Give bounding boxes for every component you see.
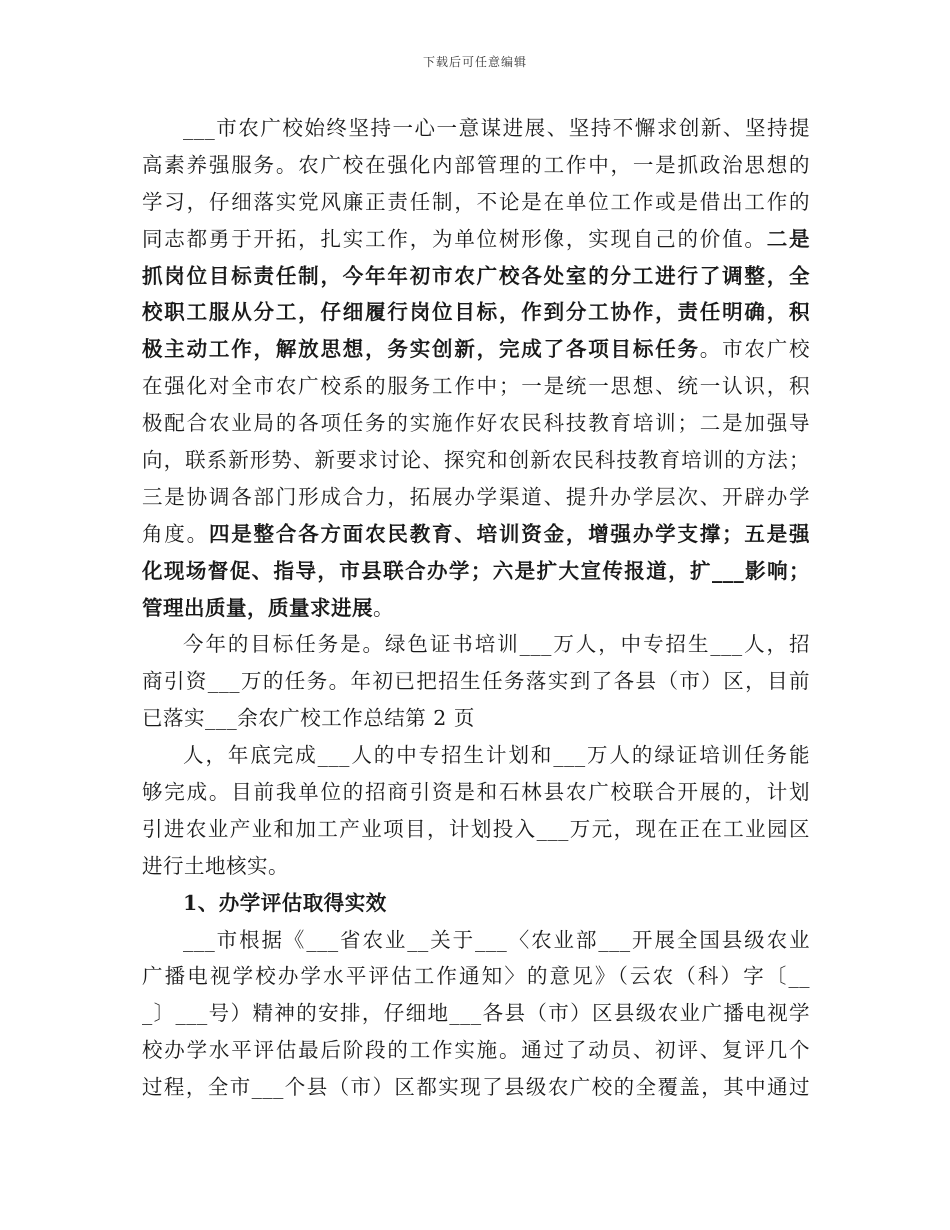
text-line [142,479,810,516]
text-line [142,1069,810,1106]
text-line [142,995,810,1032]
text-segment: 进行土地核实。 [142,853,289,878]
text-segment: 已落实___余农广校工作总结第 2 页 [142,706,475,731]
text-segment: 向，联系新形势、新要求讨论、探究和创新农民科技教育培训的方法； [142,448,810,473]
text-segment: 人，年底完成___人的中专招生计划和___万人的绿证培训任务能 [183,743,810,768]
text-line [142,184,810,221]
text-line [142,848,810,885]
text-segment: 三是协调各部门形成合力，拓展办学渠道、提升办学层次、开辟办学 [142,484,810,509]
text-line [142,590,810,627]
text-line [142,147,810,184]
text-line [142,553,810,590]
text-segment: 。市农广校 [699,337,811,362]
text-segment: 够完成。目前我单位的招商引资是和石林县农广校联合开展的，计划 [142,780,810,805]
text-line [142,922,810,959]
text-line [142,331,810,368]
text-line [142,700,810,737]
document-body [142,110,810,1106]
text-line [142,258,810,295]
page-header: 下载后可任意编辑 [422,55,527,69]
bold-text-segment: 抓岗位目标责任制，今年年初市农广校各处室的分工进行了调整，全 [142,263,810,288]
text-segment: 同志都勇于开拓，扎实工作，为单位树形像，实现自己的价值。 [142,226,767,251]
text-segment: 商引资___万的任务。年初已把招生任务落实到了各县（市）区，目前 [142,669,810,694]
bold-text-segment: 校职工服从分工，仔细履行岗位目标，作到分工协作，责任明确，积 [142,300,810,325]
text-segment: 校办学水平评估最后阶段的工作实施。通过了动员、初评、复评几个 [142,1038,810,1063]
text-segment: ___市根据《___省农业__关于___〈农业部___开展全国县级农业 [183,927,810,952]
text-line [142,663,810,700]
text-segment: ___市农广校始终坚持一心一意谋进展、坚持不懈求创新、坚持提 [183,116,810,140]
bold-text-segment: 管理出质量，质量求进展 [142,595,373,620]
text-line [142,221,810,258]
bold-text-segment: 二是 [766,226,811,251]
text-line [142,516,810,553]
text-segment: 广播电视学校办学水平评估工作通知〉的意见》（云农（科）字〔__ [142,964,810,989]
text-segment: 过程，全市___个县（市）区都实现了县级农广校的全覆盖，其中通过 [142,1075,810,1100]
text-segment: 角度。 [142,521,209,546]
text-segment: _〕___号）精神的安排，仔细地___各县（市）区县级农业广播电视学 [142,1001,810,1026]
text-segment: 高素养强服务。农广校在强化内部管理的工作中，一是抓政治思想的 [142,152,810,177]
text-line [142,442,810,479]
text-line [142,368,810,405]
text-line [142,811,810,848]
text-segment: 在强化对全市农广校系的服务工作中；一是统一思想、统一认识，积 [142,374,810,399]
text-segment: 极配合农业局的各项任务的实施作好农民科技教育培训；二是加强导 [142,411,810,436]
text-line [142,885,810,922]
text-segment: 学习，仔细落实党风廉正责任制，不论是在单位工作或是借出工作的 [142,189,810,214]
bold-text-segment: 四是整合各方面农民教育、培训资金，增强办学支撑；五是强 [208,521,811,546]
text-line [142,1032,810,1069]
bold-text-segment: 极主动工作，解放思想，务实创新，完成了各项目标任务 [142,337,700,362]
text-segment: 引进农业产业和加工产业项目，计划投入___万元，现在正在工业园区 [142,816,810,841]
text-line [142,958,810,995]
bold-text-segment: 1、办学评估取得实效 [183,890,387,915]
text-line [142,294,810,331]
text-line [142,774,810,811]
bold-text-segment: 化现场督促、指导，市县联合办学；六是扩大宣传报道，扩___影响； [142,558,810,583]
text-line [142,737,810,774]
text-segment: 。 [373,595,394,620]
text-line [142,626,810,663]
text-line [142,110,810,147]
text-line [142,405,810,442]
text-segment: 今年的目标任务是。绿色证书培训___万人，中专招生___人，招 [183,632,810,657]
